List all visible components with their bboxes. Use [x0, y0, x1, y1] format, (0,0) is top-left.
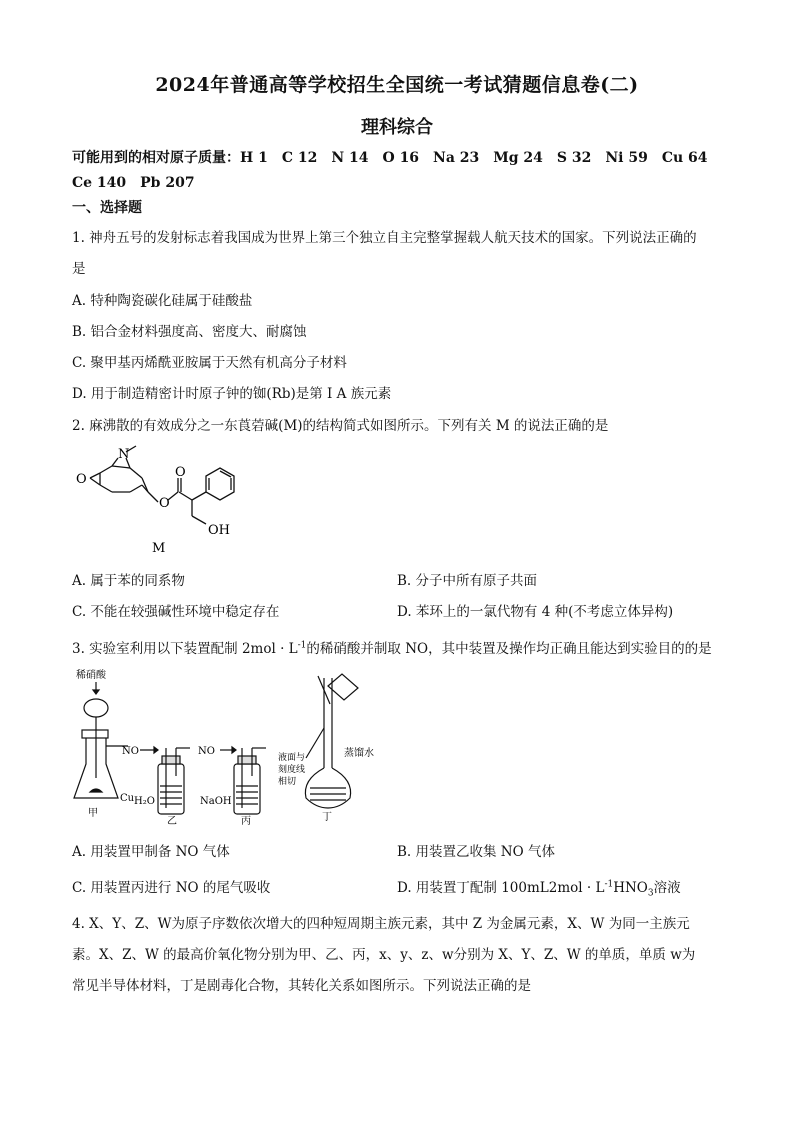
- q2-option-c: C. 不能在较强碱性环境中稳定存在: [72, 604, 280, 620]
- no-inlet-label-1: NO: [122, 746, 139, 757]
- apparatus-yi-label: 乙: [167, 816, 177, 827]
- distilled-water-label: 蒸馏水: [344, 748, 374, 759]
- q2-stem: 2. 麻沸散的有效成分之一东莨菪碱(M)的结构简式如图所示。下列有关 M 的说法正确的是: [72, 418, 609, 434]
- q4-line-3: 常见半导体材料，丁是剧毒化合物，其转化关系如图所示。下列说法正确的是: [72, 978, 531, 994]
- scopolamine-structure: [68, 440, 268, 558]
- q2-option-a: A. 属于苯的同系物: [72, 573, 185, 589]
- q1-option-b: B. 铝合金材料强度高、密度大、耐腐蚀: [72, 324, 307, 340]
- ring-oxygen-label: O: [76, 472, 87, 487]
- nitrogen-label: N: [118, 447, 130, 462]
- apparatus-jia-label: 甲: [88, 808, 98, 819]
- note-line-1: 液面与: [278, 753, 306, 763]
- ester-oxygen-label: O: [159, 496, 170, 511]
- q3-option-c: C. 用装置丙进行 NO 的尾气吸收: [72, 880, 271, 896]
- hydroxyl-label: OH: [208, 523, 230, 538]
- apparatus-ding-label: 丁: [322, 812, 332, 823]
- q3-stem-part1: 3. 实验室利用以下装置配制 2mol · L: [72, 641, 298, 657]
- no-inlet-label-2: NO: [198, 746, 215, 757]
- atomic-masses: 可能用到的相对原子质量：H 1 C 12 N 14 O 16 Na 23 Mg 24 S 32 Ni 59 Cu 64 Ce 140 Pb 207: [72, 150, 722, 191]
- apparatus-figure: [70, 668, 380, 828]
- q1-option-c: C. 聚甲基丙烯酰亚胺属于天然有机高分子材料: [72, 355, 347, 371]
- water-label: H₂O: [134, 796, 155, 807]
- q3-option-b: B. 用装置乙收集 NO 气体: [397, 844, 555, 860]
- q3-stem: [72, 637, 712, 657]
- q3-option-d-part1: D. 用装置丁配制 100mL2mol · L: [397, 880, 605, 896]
- q3-option-d-part3: 溶液: [653, 880, 681, 896]
- cu-label: Cu: [120, 793, 135, 804]
- molecule-name-label: M: [152, 541, 166, 556]
- exam-title: 2024年普通高等学校招生全国统一考试猜题信息卷(二): [155, 74, 639, 96]
- apparatus-bing-label: 丙: [241, 816, 251, 827]
- q3-option-d-subscript: 3: [647, 888, 654, 899]
- q2-option-d: D. 苯环上的一氯代物有 4 种(不考虑立体异构): [397, 604, 674, 620]
- q3-stem-superscript: -1: [297, 640, 307, 651]
- naoh-label: NaOH: [200, 796, 232, 807]
- carbonyl-oxygen-label: O: [175, 465, 186, 480]
- q3-option-a: A. 用装置甲制备 NO 气体: [72, 844, 230, 860]
- q1-stem-line2: 是: [72, 261, 86, 277]
- exam-subtitle: 理科综合: [361, 117, 433, 138]
- section-heading: 一、选择题: [72, 200, 142, 216]
- q4-line-1: 4. X、Y、Z、W为原子序数依次增大的四种短周期主族元素，其中 Z 为金属元素，X、W 为同一主族元: [72, 916, 690, 932]
- q3-option-d: [397, 876, 681, 899]
- note-line-3: 相切: [278, 777, 297, 787]
- acid-label: 稀硝酸: [76, 670, 106, 681]
- q3-option-d-part2: HNO: [613, 880, 648, 896]
- q1-option-a: A. 特种陶瓷碳化硅属于硅酸盐: [72, 293, 253, 309]
- q4-line-2: 素。X、Z、W 的最高价氧化物分别为甲、乙、丙，x、y、z、w分别为 X、Y、Z、W 的单质，单质 w为: [72, 947, 696, 963]
- q3-stem-part2: 的稀硝酸并制取 NO，其中装置及操作均正确且能达到实验目的的是: [306, 641, 712, 657]
- q2-option-b: B. 分子中所有原子共面: [397, 573, 538, 589]
- q1-stem-line1: 1. 神舟五号的发射标志着我国成为世界上第三个独立自主完整掌握载人航天技术的国家。下列说法正确的: [72, 230, 697, 246]
- q3-option-d-superscript: -1: [604, 879, 614, 890]
- q1-option-d: D. 用于制造精密计时原子钟的铷(Rb)是第 I A 族元素: [72, 386, 392, 402]
- note-line-2: 刻度线: [278, 765, 306, 775]
